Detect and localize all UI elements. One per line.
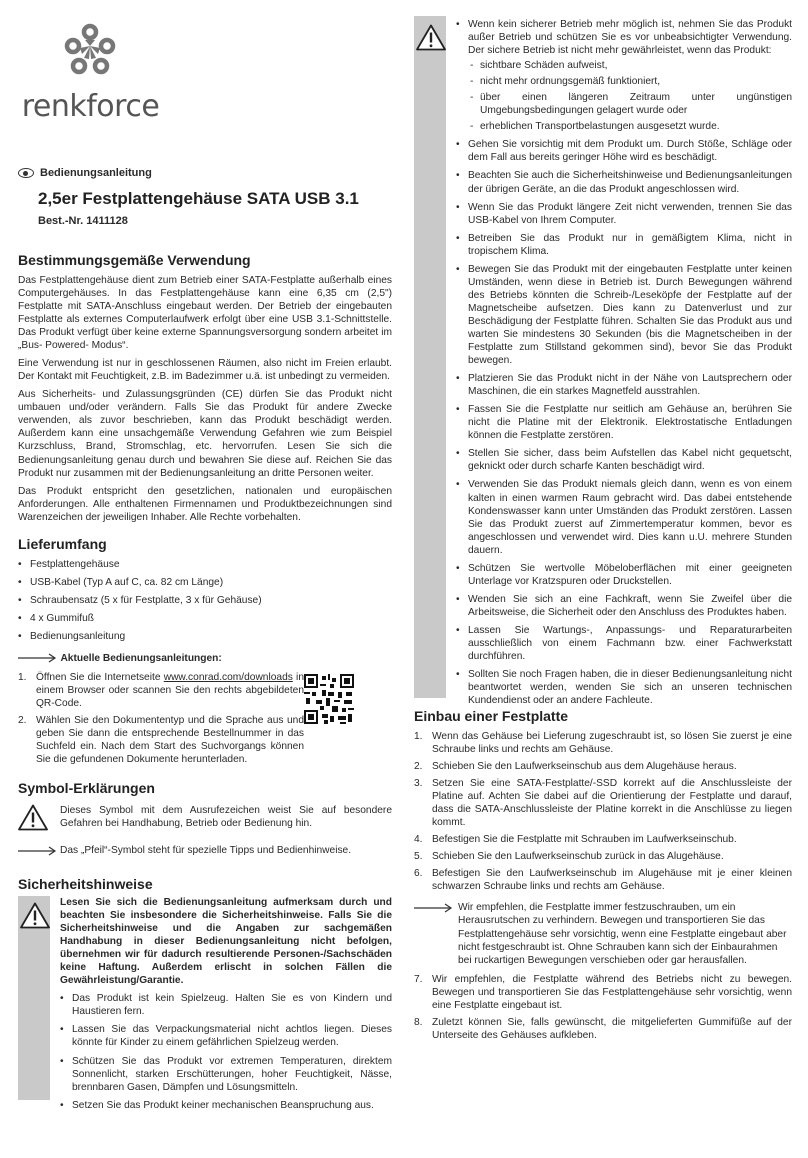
step-text: in einem Browser oder scannen Sie den rechts abgebildeten QR-Code.	[36, 672, 304, 710]
list-item: • Verwenden Sie das Produkt niemals gleich dann, wenn es von einem kalten in einen warmen Raum gebracht wird. Das dabei entstehende Kondenswasser kann unter Umständen das Produkt zerstören. Lassen Sie das Produkt zuerst auf Zimmertemperatur kommen, bevor es angeschlossen und verwendet wird. Dies kann u.U. mehrere Stunden dauern.	[456, 478, 792, 556]
tip-box	[414, 901, 792, 966]
list-item	[456, 18, 792, 133]
list-item: 2. Schieben Sie den Laufwerkseinschub aus dem Alugehäuse heraus.	[414, 761, 737, 772]
gray-bar	[18, 896, 50, 1100]
list-item: • Wenden Sie sich an eine Fachkraft, wenn Sie Zweifel über die Arbeitsweise, die Sicherheit oder den Anschluss des Produktes haben.	[456, 593, 792, 619]
qr-code-icon[interactable]	[304, 674, 354, 724]
step-text: Schieben Sie den Laufwerkseinschub zurück in das Alugehäuse.	[432, 851, 724, 863]
gray-bar	[414, 16, 446, 698]
list-item: 5. Schieben Sie den Laufwerkseinschub zurück in das Alugehäuse.	[414, 851, 724, 863]
renkforce-logo-icon	[18, 22, 163, 82]
heading-symbols: Symbol-Erklärungen	[18, 780, 155, 796]
list-item: • Schützen Sie wertvolle Möbeloberflächen mit einer geeigneten Unterlage vor Kratzspuren oder Druckstellen.	[456, 562, 792, 588]
list-item: 2. Wählen Sie den Dokumententyp und die Sprache aus und geben Sie dann die entsprechende Bestellnummer in das Suchfeld ein. Nach dem Start des Suchvorgangs können Sie die gefundenen Dokumente herunterladen.	[18, 715, 304, 766]
list-item: 6. Befestigen Sie den Laufwerkseinschub im Alugehäuse mit je einer kleinen schwarzen Schraube links und rechts am Gehäuse.	[414, 868, 792, 893]
list-item: • Platzieren Sie das Produkt nicht in der Nähe von Lautsprechern oder Maschinen, die ein starkes Magnetfeld ausstrahlen.	[456, 372, 792, 398]
list-item: 3. Setzen Sie eine SATA-Festplatte/-SSD korrekt auf die Anschlussleiste der Platine auf. Achten Sie dabei auf die Orientierung der Festplatte und darauf, dass die SATA-Anschlussleiste der Platine korrekt in die Anschlüsse zu liegen kommt.	[414, 778, 792, 829]
heading-intended-use: Bestimmungsgemäße Verwendung	[18, 252, 251, 268]
step-text: Befestigen Sie den Laufwerkseinschub im Alugehäuse mit je einer kleinen schwarzen Schraube links und rechts am Gehäuse.	[432, 868, 792, 893]
arrow-symbol-text: Das „Pfeil“-Symbol steht für spezielle Tipps und Bedienhinweise.	[60, 844, 352, 856]
step-text: Befestigen Sie die Festplatte mit Schrauben im Laufwerkseinschub.	[432, 834, 737, 846]
heading-delivery: Lieferumfang	[18, 536, 107, 552]
warning-icon	[416, 24, 446, 51]
order-number: Best.-Nr. 1411128	[38, 215, 128, 227]
page-title: 2,5er Festplattengehäuse SATA USB 3.1	[38, 189, 359, 208]
step-text: Öffnen Sie die Internetseite	[36, 672, 164, 684]
brand-name: renkforce	[21, 89, 160, 125]
list-item: 7. Wir empfehlen, die Festplatte während des Betriebs nicht zu bewegen. Bewegen und transportieren Sie das Festplattengehäuse sehr vorsichtig, wenn eine Festplatte eingebaut ist.	[414, 973, 792, 1011]
list-item: • Beachten Sie auch die Sicherheitshinweise und Bedienungsanleitungen der übrigen Geräte, an die das Produkt angeschlossen wird.	[456, 169, 792, 195]
section-intended-use	[18, 252, 392, 529]
paragraph: Aus Sicherheits- und Zulassungsgründen (CE) dürfen Sie das Produkt nicht umbauen und/oder verändern. Falls Sie das Produkt für andere Zwecke verwenden, als zuvor beschrieben, kann das Produkt beschädigt werden. Außerdem kann eine unsachgemäße Verwendung Gefahren wie zum Beispiel Kurzschluss, Brand, Stromschlag, etc. hervorrufen. Lesen Sie sich die Bedienungsanleitung genau durch und bewahren Sie diese auf. Reichen Sie das Produkt nur zusammen mit der Bedienungsanleitung an dritte Personen weiter.	[18, 389, 392, 479]
safety-content-right	[456, 18, 792, 712]
heading-safety: Sicherheitshinweise	[18, 876, 153, 892]
brand-logo	[18, 22, 163, 126]
section-install	[414, 708, 792, 1046]
list-item: • Das Produkt ist kein Spielzeug. Halten Sie es von Kindern und Haustieren fern.	[60, 992, 392, 1018]
arrow-icon	[414, 903, 454, 913]
step-text: Wählen Sie den Dokumententyp und die Sprache aus und geben Sie dann die entsprechende Bestellnummer in das Suchfeld ein. Nach dem Start des Suchvorgangs können Sie die gefundenen Dokumente herunterladen.	[36, 715, 304, 766]
dash-item: - über einen längeren Zeitraum unter ungünstigen Umgebungsbedingungen gelagert wurde oder	[468, 91, 792, 117]
list-item: • Festplattengehäuse	[18, 558, 392, 571]
paragraph: Eine Verwendung ist nur in geschlossenen Räumen, also nicht im Freien erlaubt. Der Kontakt mit Feuchtigkeit, z.B. im Badezimmer u.ä. ist unbedingt zu vermeiden.	[18, 358, 392, 383]
downloads-link[interactable]: www.conrad.com/downloads	[163, 672, 293, 684]
warning-icon	[20, 902, 50, 929]
manual-label-text: Bedienungsanleitung	[40, 167, 152, 179]
list-item: • USB-Kabel (Typ A auf C, ca. 82 cm Länge)	[18, 576, 392, 589]
list-item: • Fassen Sie die Festplatte nur seitlich am Gehäuse an, berühren Sie nicht die Platine mit der Elektronik. Elektrostatische Entladungen können die Festplatte zerstören.	[456, 403, 792, 442]
step-text: Wenn das Gehäuse bei Lieferung zugeschraubt ist, so lösen Sie zuerst je eine Schraube links und rechts am Gehäuse.	[432, 730, 792, 755]
paragraph: Das Produkt entspricht den gesetzlichen, nationalen und europäischen Anforderungen. Alle enthaltenen Firmennamen und Produktbezeichnungen sind Warenzeichen der jeweiligen Inhaber. Alle Rechte vorbehalten.	[18, 485, 392, 523]
list-item: • Wenn Sie das Produkt längere Zeit nicht verwenden, trennen Sie das USB-Kabel von Ihrem Computer.	[456, 201, 792, 227]
warning-symbol-text: Dieses Symbol mit dem Ausrufezeichen weist Sie auf besondere Gefahren bei Handhabung, Betrieb oder Bedienung hin.	[60, 804, 392, 829]
list-item: • Bewegen Sie das Produkt mit der eingebauten Festplatte unter keinen Umständen, wenn diese in Betrieb ist. Durch Bewegungen während des Betriebs könnten die Schreib-/Leseköpfe der Festplatte auf der Magnetscheibe aufsetzen. Dies kann zu Datenverlust und zur Beschädigung der Festplatte führen. Schalten Sie das Produkt aus und warten Sie mindestens 30 Sekunden (bis die Magnetscheiben in der Festplatte zum Stillstand gekommen sind), bevor Sie das Produkt bewegen.	[456, 263, 792, 367]
item-text: Wenn kein sicherer Betrieb mehr möglich ist, nehmen Sie das Produkt außer Betrieb und schützen Sie es vor unbeabsichtigter Verwendung. Der sichere Betrieb ist nicht mehr gewährleistet, wenn das Produkt:	[468, 19, 792, 57]
list-item: 4. Befestigen Sie die Festplatte mit Schrauben im Laufwerkseinschub.	[414, 834, 737, 846]
paragraph: Das Festplattengehäuse dient zum Betrieb einer SATA-Festplatte außerhalb eines Computergehäuses. In das Festplattengehäuse kann eine 6,35 cm (2,5") Festplatte mit SATA-Anschluss eingebaut werden. Der Betrieb der eingebauten Festplatte als externes Computerlaufwerk erfolgt über eine USB 3.1-Schnittstelle. Das Produkt verfügt über keine externe Spannungsversorgung sondern arbeitet im „Bus- Powered- Modus“.	[18, 274, 392, 352]
step-text: Schieben Sie den Laufwerkseinschub aus dem Alugehäuse heraus.	[432, 761, 737, 772]
dash-item: - erheblichen Transportbelastungen ausgesetzt wurde.	[468, 120, 792, 133]
dash-item: - sichtbare Schäden aufweist,	[468, 59, 792, 72]
list-item: • Lassen Sie Wartungs-, Anpassungs- und Reparaturarbeiten ausschließlich von einem Fachmann bzw. einer Fachwerkstatt durchführen.	[456, 624, 792, 663]
list-item: • Schützen Sie das Produkt vor extremen Temperaturen, direktem Sonnenlicht, starken Erschütterungen, hoher Feuchtigkeit, Nässe, brennbaren Gasen, Dämpfen und Lösungsmitteln.	[60, 1055, 392, 1094]
list-item: • Lassen Sie das Verpackungsmaterial nicht achtlos liegen. Dieses könnte für Kinder zu einem gefährlichen Spielzeug werden.	[60, 1023, 392, 1049]
warning-icon	[18, 804, 48, 831]
step-text: Setzen Sie eine SATA-Festplatte/-SSD korrekt auf die Anschlussleiste der Platine auf. Achten Sie dabei auf die Orientierung der Festplatte und darauf, dass die SATA-Anschlussleiste der Platine korrekt in die Anschlüsse zu liegen kommt.	[432, 778, 792, 829]
list-item: • Betreiben Sie das Produkt nur in gemäßigtem Klima, nicht in tropischem Klima.	[456, 232, 792, 258]
list-item: • Stellen Sie sicher, dass beim Aufstellen das Kabel nicht gequetscht, geknickt oder durch scharfe Kanten beschädigt wird.	[456, 447, 792, 473]
list-item: • Schraubensatz (5 x für Festplatte, 3 x für Gehäuse)	[18, 594, 392, 607]
current-manuals-heading: Aktuelle Bedienungsanleitungen:	[60, 653, 222, 664]
step-text: Zuletzt können Sie, falls gewünscht, die mitgelieferten Gummifüße auf der Unterseite des Gehäuses aufkleben.	[432, 1016, 792, 1041]
list-item: • Sollten Sie noch Fragen haben, die in dieser Bedienungsanleitung nicht beantwortet werden, wenden Sie sich an unseren technischen Kundendienst oder an andere Fachleute.	[456, 668, 792, 707]
arrow-icon	[18, 846, 58, 856]
arrow-icon	[18, 653, 58, 663]
list-item: 1. Wenn das Gehäuse bei Lieferung zugeschraubt ist, so lösen Sie zuerst je eine Schraube links und rechts am Gehäuse.	[414, 730, 792, 755]
section-safety	[18, 876, 392, 898]
step-text: Wir empfehlen, die Festplatte während des Betriebs nicht zu bewegen. Bewegen und transportieren Sie das Festplattengehäuse sehr vorsichtig, wenn eine Festplatte eingebaut ist.	[432, 973, 792, 1011]
list-item: • Setzen Sie das Produkt keiner mechanischen Beanspruchung aus.	[60, 1099, 392, 1112]
safety-content-left	[60, 896, 392, 1117]
list-item: 1. Öffnen Sie die Internetseite www.conrad.com/downloads in einem Browser oder scannen Sie den rechts abgebildeten QR-Code.	[18, 672, 304, 710]
dash-item: - nicht mehr ordnungsgemäß funktioniert,	[468, 75, 792, 88]
list-item: • 4 x Gummifuß	[18, 612, 392, 625]
list-item: 8. Zuletzt können Sie, falls gewünscht, die mitgelieferten Gummifüße auf der Unterseite des Gehäuses aufkleben.	[414, 1016, 792, 1041]
safety-intro: Lesen Sie sich die Bedienungsanleitung aufmerksam durch und beachten Sie insbesondere die Sicherheitshinweise. Falls Sie die Sicherheitshinweise und die Angaben zur sachgemäßen Handhabung in dieser Bedienungsanleitung nicht befolgen, übernehmen wir für dadurch resultierende Personen-/Sachschäden keine Haftung. Außerdem erlischt in solchen Fällen die Gewährleistung/Garantie.	[60, 897, 392, 987]
section-delivery	[18, 536, 392, 648]
heading-install: Einbau einer Festplatte	[414, 708, 569, 724]
list-item: • Bedienungsanleitung	[18, 630, 392, 643]
eye-icon	[18, 168, 34, 178]
list-item: • Gehen Sie vorsichtig mit dem Produkt um. Durch Stöße, Schläge oder dem Fall aus bereits geringer Höhe wird es beschädigt.	[456, 138, 792, 164]
tip-text: Wir empfehlen, die Festplatte immer festzuschrauben, um ein Herausrutschen zu verhindern. Bewegen und transportieren Sie das Festplattengehäuse sehr vorsichtig, wenn eine Festplatte eingebaut aber nicht festgeschraubt ist. Ohne Schrauben kann sich der Einbaurahmen bei ruckartigen Bewegungen verschieben oder gar herausfallen.	[458, 902, 787, 966]
manual-label	[18, 166, 152, 180]
section-symbols	[18, 780, 392, 862]
